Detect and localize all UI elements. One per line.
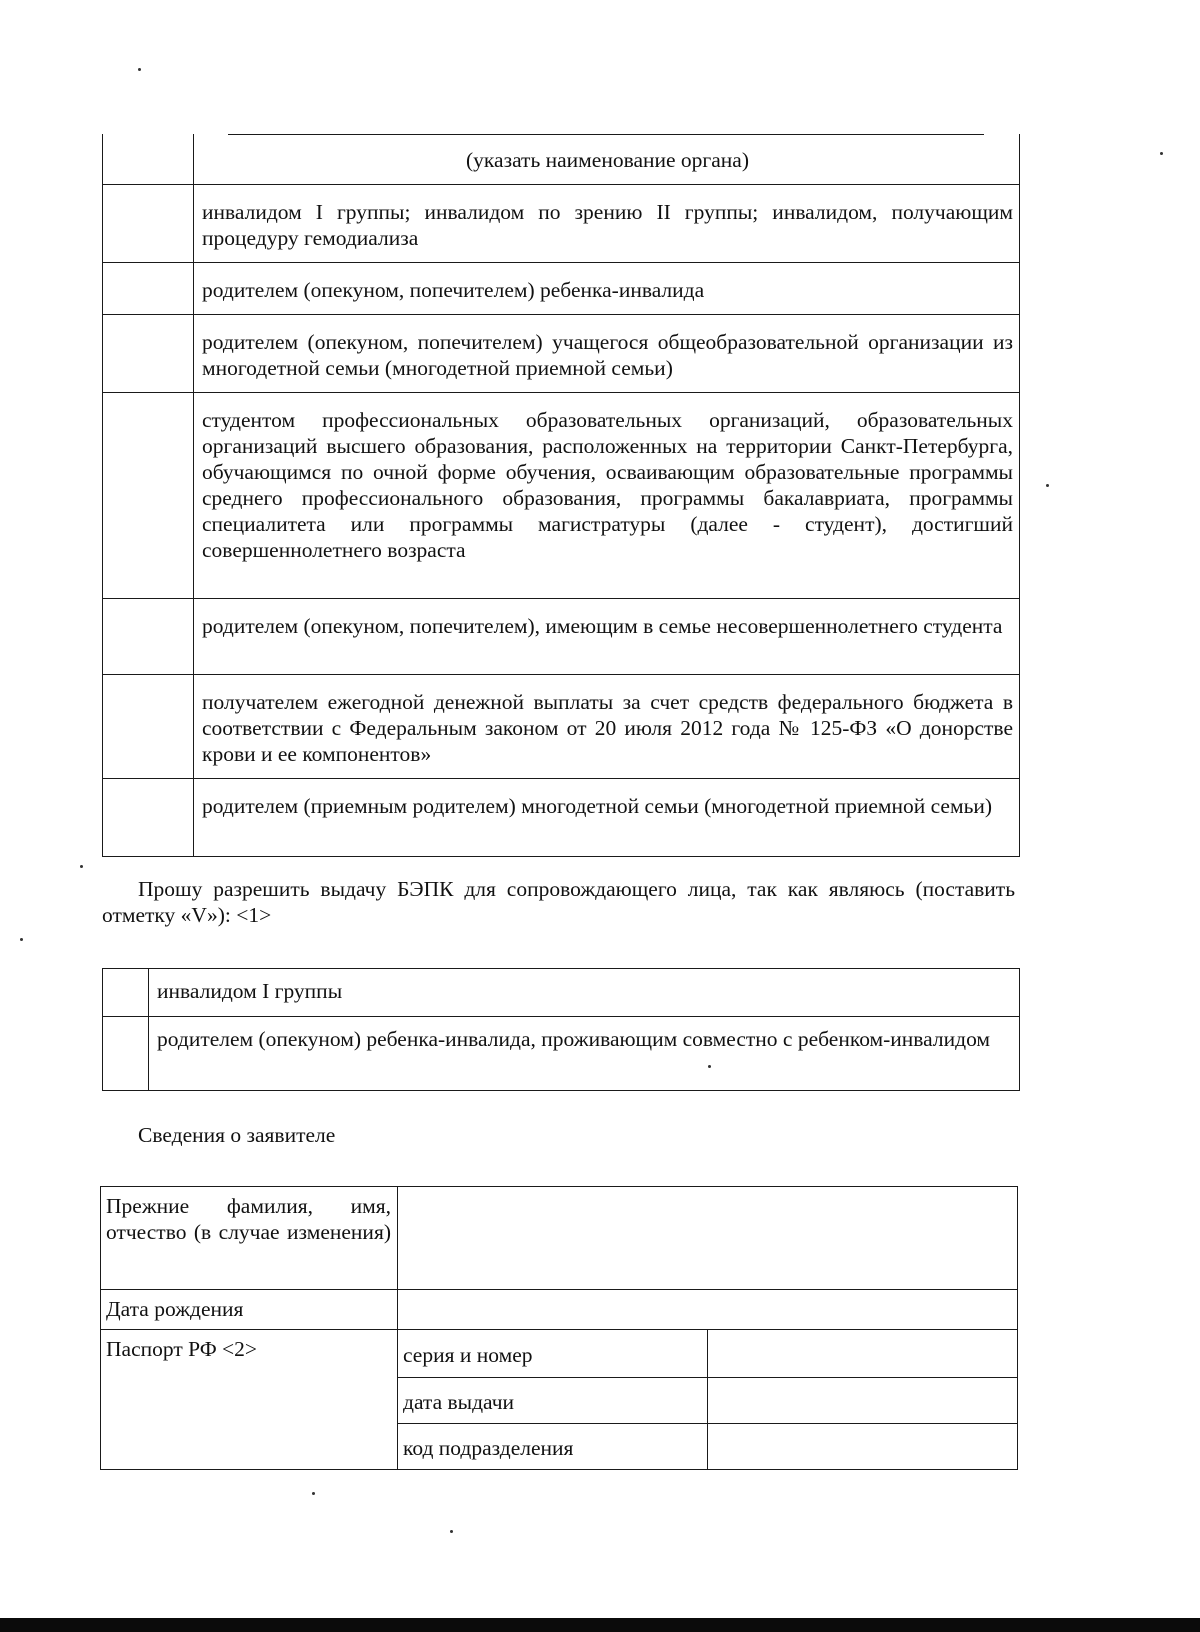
- category-option: родителем (опекуном, попечителем) ребенка-инвалида: [194, 263, 1020, 315]
- table-row: [103, 315, 1020, 393]
- scan-speck: [450, 1530, 453, 1533]
- previous-name-field[interactable]: [398, 1187, 1018, 1290]
- checkbox-cell[interactable]: [103, 779, 194, 857]
- scan-speck: [312, 1492, 315, 1495]
- birth-date-label: Дата рождения: [101, 1290, 398, 1330]
- section-heading: Сведения о заявителе: [138, 1123, 336, 1147]
- table-row: [103, 675, 1020, 779]
- escort-option: родителем (опекуном) ребенка-инвалида, проживающим совместно с ребенком-инвалидом: [149, 1017, 1020, 1091]
- birth-date-field[interactable]: [398, 1290, 1018, 1330]
- table-row: [103, 1017, 1020, 1091]
- escort-request-paragraph: Прошу разрешить выдачу БЭПК для сопровождающего лица, так как являюсь (поставить отметку «V»): <1>: [102, 877, 1015, 927]
- table-row: [103, 969, 1020, 1017]
- passport-issue-date-field[interactable]: [708, 1378, 1018, 1424]
- escort-option: инвалидом I группы: [149, 969, 1020, 1017]
- checkbox-cell[interactable]: [103, 393, 194, 599]
- checkbox-cell[interactable]: [103, 134, 194, 185]
- table-row: [103, 779, 1020, 857]
- scan-speck: [80, 865, 83, 868]
- checkbox-cell[interactable]: [103, 185, 194, 263]
- scan-speck: [20, 938, 23, 941]
- category-option: получателем ежегодной денежной выплаты за счет средств федерального бюджета в соответствии с Федеральным законом от 20 июля 2012 года № 125-ФЗ «О донорстве крови и ее компонентов»: [194, 675, 1020, 779]
- category-checklist-table: [102, 134, 1020, 857]
- table-row: [101, 1290, 1018, 1330]
- previous-name-label: Прежние фамилия, имя, отчество (в случае изменения): [101, 1187, 398, 1290]
- passport-series-number-label: серия и номер: [398, 1330, 708, 1378]
- checkbox-cell[interactable]: [103, 675, 194, 779]
- authority-caption: (указать наименование органа): [194, 134, 1020, 185]
- table-row: [101, 1187, 1018, 1290]
- applicant-info-table: [100, 1186, 1018, 1470]
- passport-series-number-field[interactable]: [708, 1330, 1018, 1378]
- passport-issue-date-label: дата выдачи: [398, 1378, 708, 1424]
- scan-speck: [1160, 152, 1163, 155]
- scan-speck: [138, 68, 141, 71]
- passport-division-code-field[interactable]: [708, 1424, 1018, 1470]
- table-row: [101, 1330, 1018, 1378]
- checkbox-cell[interactable]: [103, 315, 194, 393]
- checkbox-cell[interactable]: [103, 599, 194, 675]
- category-option: родителем (приемным родителем) многодетной семьи (многодетной приемной семьи): [194, 779, 1020, 857]
- table-row: [103, 599, 1020, 675]
- category-option: родителем (опекуном, попечителем) учащегося общеобразовательной организации из многодетной семьи (многодетной приемной семьи): [194, 315, 1020, 393]
- checkbox-cell[interactable]: [103, 969, 149, 1017]
- scan-speck: [1046, 484, 1049, 487]
- passport-label: Паспорт РФ <2>: [101, 1330, 398, 1470]
- category-option: родителем (опекуном, попечителем), имеющим в семье несовершеннолетнего студента: [194, 599, 1020, 675]
- scan-speck: [708, 1065, 711, 1068]
- checkbox-cell[interactable]: [103, 263, 194, 315]
- category-option: инвалидом I группы; инвалидом по зрению II группы; инвалидом, получающим процедуру гемодиализа: [194, 185, 1020, 263]
- scan-bottom-edge: [0, 1618, 1200, 1632]
- table-row: [103, 134, 1020, 185]
- category-option: студентом профессиональных образовательных организаций, образовательных организаций высшего образования, расположенных на территории Санкт-Петербурга, обучающимся по очной форме обучения, осваивающим образовательные программы среднего профессионального образования, программы бакалавриата, программы специалитета или программы магистратуры (далее - студент), достигший совершеннолетнего возраста: [194, 393, 1020, 599]
- passport-division-code-label: код подразделения: [398, 1424, 708, 1470]
- checkbox-cell[interactable]: [103, 1017, 149, 1091]
- table-row: [103, 185, 1020, 263]
- table-row: [103, 263, 1020, 315]
- escort-checklist-table: [102, 968, 1020, 1091]
- table-row: [103, 393, 1020, 599]
